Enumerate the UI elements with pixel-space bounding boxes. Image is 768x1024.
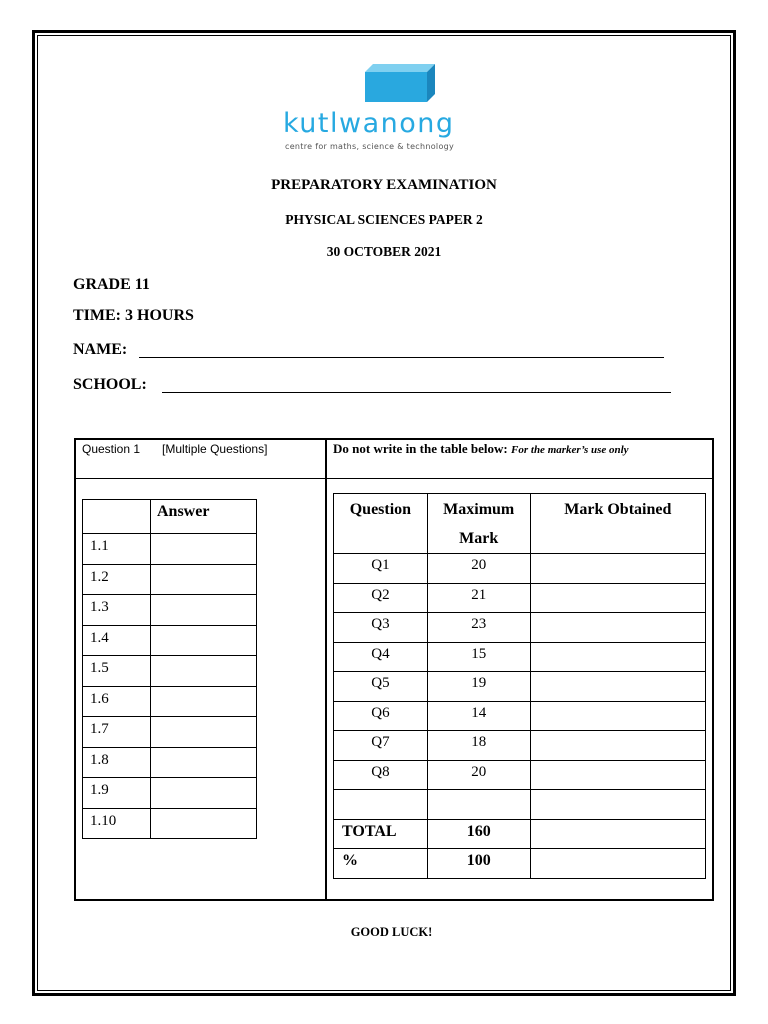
total-mark-cell[interactable] (530, 819, 705, 849)
answer-cell[interactable] (151, 656, 257, 687)
answer-cell[interactable] (151, 808, 257, 839)
answer-cell[interactable] (151, 595, 257, 626)
good-luck-text: GOOD LUCK! (350, 925, 433, 939)
table-row (334, 790, 706, 820)
school-label: SCHOOL: (73, 376, 147, 393)
table-row: 1.8 (83, 747, 257, 778)
table-row: Q1 20 (334, 554, 706, 584)
answer-cell[interactable] (151, 717, 257, 748)
table-row: Q7 18 (334, 731, 706, 761)
kutlwanong-logo (283, 64, 523, 154)
box-header-separator (74, 478, 714, 479)
mark-cell[interactable] (530, 613, 705, 643)
answer-cell[interactable] (151, 625, 257, 656)
col-mark-obtained: Mark Obtained (530, 494, 705, 554)
table-row: Q2 21 (334, 583, 706, 613)
marks-table (333, 493, 706, 879)
exam-subject: PHYSICAL SCIENCES PAPER 2 (285, 212, 483, 227)
time-label: TIME: 3 HOURS (73, 307, 194, 324)
table-row: 1.1 (83, 534, 257, 565)
mark-cell[interactable] (530, 583, 705, 613)
mark-cell[interactable] (530, 731, 705, 761)
percent-mark-cell[interactable] (530, 849, 705, 879)
table-row: 1.9 (83, 778, 257, 809)
answer-table (82, 499, 257, 839)
box-divider (325, 438, 327, 901)
marker-heading-note: For the marker’s use only (511, 444, 629, 456)
grade-label: GRADE 11 (73, 276, 150, 293)
table-row: 1.5 (83, 656, 257, 687)
total-row: TOTAL 160 (334, 819, 706, 849)
answer-header: Answer (151, 500, 257, 534)
table-row: Q3 23 (334, 613, 706, 643)
mark-cell[interactable] (530, 701, 705, 731)
table-row: 1.6 (83, 686, 257, 717)
school-field[interactable] (162, 392, 671, 393)
table-row: Q6 14 (334, 701, 706, 731)
table-row: 1.7 (83, 717, 257, 748)
mark-cell[interactable] (530, 554, 705, 584)
percent-row: % 100 (334, 849, 706, 879)
answer-cell[interactable] (151, 534, 257, 565)
mark-cell[interactable] (530, 672, 705, 702)
table-row: Q4 15 (334, 642, 706, 672)
logo-tagline: centre for maths, science & technology (285, 142, 455, 151)
marks-table-header (334, 494, 706, 554)
col-maximum-mark: Maximum Mark (427, 494, 530, 554)
cube-logo-icon (365, 64, 435, 102)
answer-cell[interactable] (151, 778, 257, 809)
marker-heading-text: Do not write in the table below: (333, 441, 512, 456)
exam-title: PREPARATORY EXAMINATION (271, 177, 497, 193)
table-row: 1.10 (83, 808, 257, 839)
answer-cell[interactable] (151, 686, 257, 717)
exam-date: 30 OCTOBER 2021 (326, 244, 442, 259)
answer-cell[interactable] (151, 747, 257, 778)
question1-label: Question 1 (82, 442, 141, 456)
marker-heading (333, 441, 629, 457)
name-label: NAME: (73, 341, 128, 358)
table-row: 1.2 (83, 564, 257, 595)
mark-cell[interactable] (530, 642, 705, 672)
mark-cell[interactable] (530, 760, 705, 790)
question1-heading (82, 442, 267, 456)
logo-brand-text: kutlwanong (283, 108, 455, 139)
table-row: Q8 20 (334, 760, 706, 790)
col-question: Question (334, 494, 428, 554)
question1-note: [Multiple Questions] (162, 442, 268, 456)
name-field[interactable] (139, 357, 664, 358)
table-row: 1.3 (83, 595, 257, 626)
mark-cell[interactable] (530, 790, 705, 820)
table-row: 1.4 (83, 625, 257, 656)
table-row: Q5 19 (334, 672, 706, 702)
answer-cell[interactable] (151, 564, 257, 595)
answer-table-header (83, 500, 257, 534)
